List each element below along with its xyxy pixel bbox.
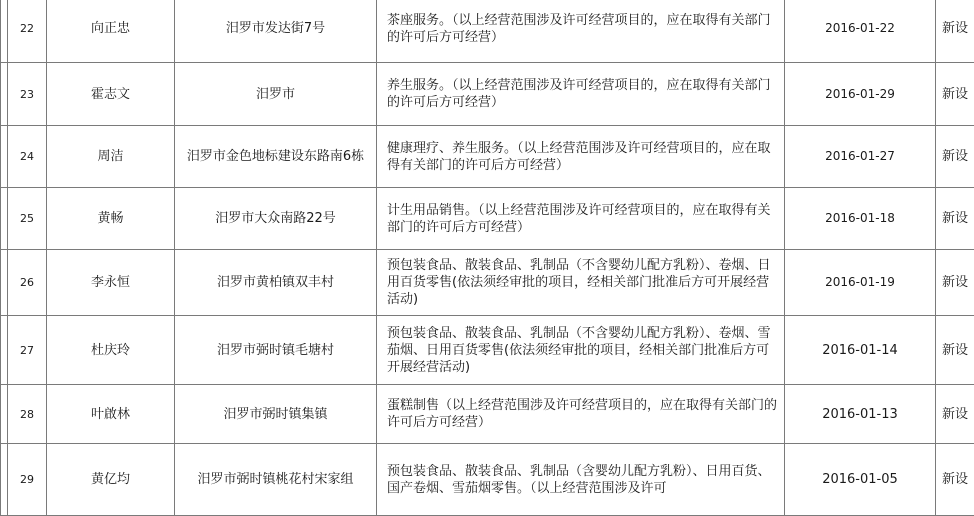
- row-gutter: [1, 316, 8, 385]
- cell-name: 黄畅: [47, 188, 175, 250]
- table-row: [1, 385, 974, 444]
- cell-address: 汨罗市弼时镇毛塘村: [175, 316, 377, 385]
- cell-business-scope: 蛋糕制售（以上经营范围涉及许可经营项目的，应在取得有关部门的许可后方可经营）: [377, 385, 785, 444]
- cell-number: 23: [8, 63, 47, 126]
- cell-name: 周洁: [47, 126, 175, 188]
- cell-name: 杜庆玲: [47, 316, 175, 385]
- cell-address: 汨罗市发达街7号: [175, 0, 377, 63]
- cell-address: 汨罗市弼时镇集镇: [175, 385, 377, 444]
- table-row: [1, 316, 974, 385]
- cell-type: 新设: [936, 444, 974, 516]
- row-gutter: [1, 250, 8, 316]
- cell-name: 向正忠: [47, 0, 175, 63]
- table-row: [1, 444, 974, 516]
- cell-business-scope: 计生用品销售。（以上经营范围涉及许可经营项目的，应在取得有关部门的许可后方可经营）: [377, 188, 785, 250]
- cell-number: 25: [8, 188, 47, 250]
- cell-business-scope: 预包装食品、散装食品、乳制品（不含婴幼儿配方乳粉）、卷烟、雪茄烟、日用百货零售(依法须经审批的项目，经相关部门批准后方可开展经营活动): [377, 316, 785, 385]
- row-gutter: [1, 126, 8, 188]
- cell-type: 新设: [936, 250, 974, 316]
- cell-type: 新设: [936, 385, 974, 444]
- cell-date: 2016-01-05: [785, 444, 936, 516]
- cell-date: 2016-01-14: [785, 316, 936, 385]
- cell-date: 2016-01-29: [785, 63, 936, 126]
- cell-business-scope: 茶座服务。（以上经营范围涉及许可经营项目的，应在取得有关部门的许可后方可经营）: [377, 0, 785, 63]
- cell-address: 汨罗市金色地标建设东路南6栋: [175, 126, 377, 188]
- cell-business-scope: 健康理疗、养生服务。（以上经营范围涉及许可经营项目的，应在取得有关部门的许可后方可经营）: [377, 126, 785, 188]
- cell-type: 新设: [936, 63, 974, 126]
- table-row: [1, 63, 974, 126]
- cell-type: 新设: [936, 188, 974, 250]
- row-gutter: [1, 444, 8, 516]
- row-gutter: [1, 63, 8, 126]
- cell-type: 新设: [936, 316, 974, 385]
- cell-business-scope: 预包装食品、散装食品、乳制品（不含婴幼儿配方乳粉）、卷烟、日用百货零售(依法须经审批的项目，经相关部门批准后方可开展经营活动): [377, 250, 785, 316]
- cell-business-scope: 养生服务。（以上经营范围涉及许可经营项目的，应在取得有关部门的许可后方可经营）: [377, 63, 785, 126]
- cell-type: 新设: [936, 0, 974, 63]
- cell-date: 2016-01-27: [785, 126, 936, 188]
- table-row: [1, 250, 974, 316]
- cell-name: 霍志文: [47, 63, 175, 126]
- cell-type: 新设: [936, 126, 974, 188]
- cell-address: 汨罗市黄柏镇双丰村: [175, 250, 377, 316]
- cell-date: 2016-01-13: [785, 385, 936, 444]
- row-gutter: [1, 188, 8, 250]
- cell-business-scope: 预包装食品、散装食品、乳制品（含婴幼儿配方乳粉）、日用百货、国产卷烟、雪茄烟零售。（以上经营范围涉及许可: [377, 444, 785, 516]
- table-row: [1, 188, 974, 250]
- cell-number: 22: [8, 0, 47, 63]
- cell-name: 黄亿均: [47, 444, 175, 516]
- cell-date: 2016-01-22: [785, 0, 936, 63]
- row-gutter: [1, 0, 8, 63]
- cell-name: 李永恒: [47, 250, 175, 316]
- cell-date: 2016-01-18: [785, 188, 936, 250]
- table-row: [1, 126, 974, 188]
- row-gutter: [1, 385, 8, 444]
- cell-number: 28: [8, 385, 47, 444]
- cell-number: 26: [8, 250, 47, 316]
- cell-address: 汨罗市弼时镇桃花村宋家组: [175, 444, 377, 516]
- cell-address: 汨罗市: [175, 63, 377, 126]
- cell-number: 24: [8, 126, 47, 188]
- cell-date: 2016-01-19: [785, 250, 936, 316]
- cell-number: 27: [8, 316, 47, 385]
- cell-address: 汨罗市大众南路22号: [175, 188, 377, 250]
- table-row: [1, 0, 974, 63]
- cell-number: 29: [8, 444, 47, 516]
- cell-name: 叶啟林: [47, 385, 175, 444]
